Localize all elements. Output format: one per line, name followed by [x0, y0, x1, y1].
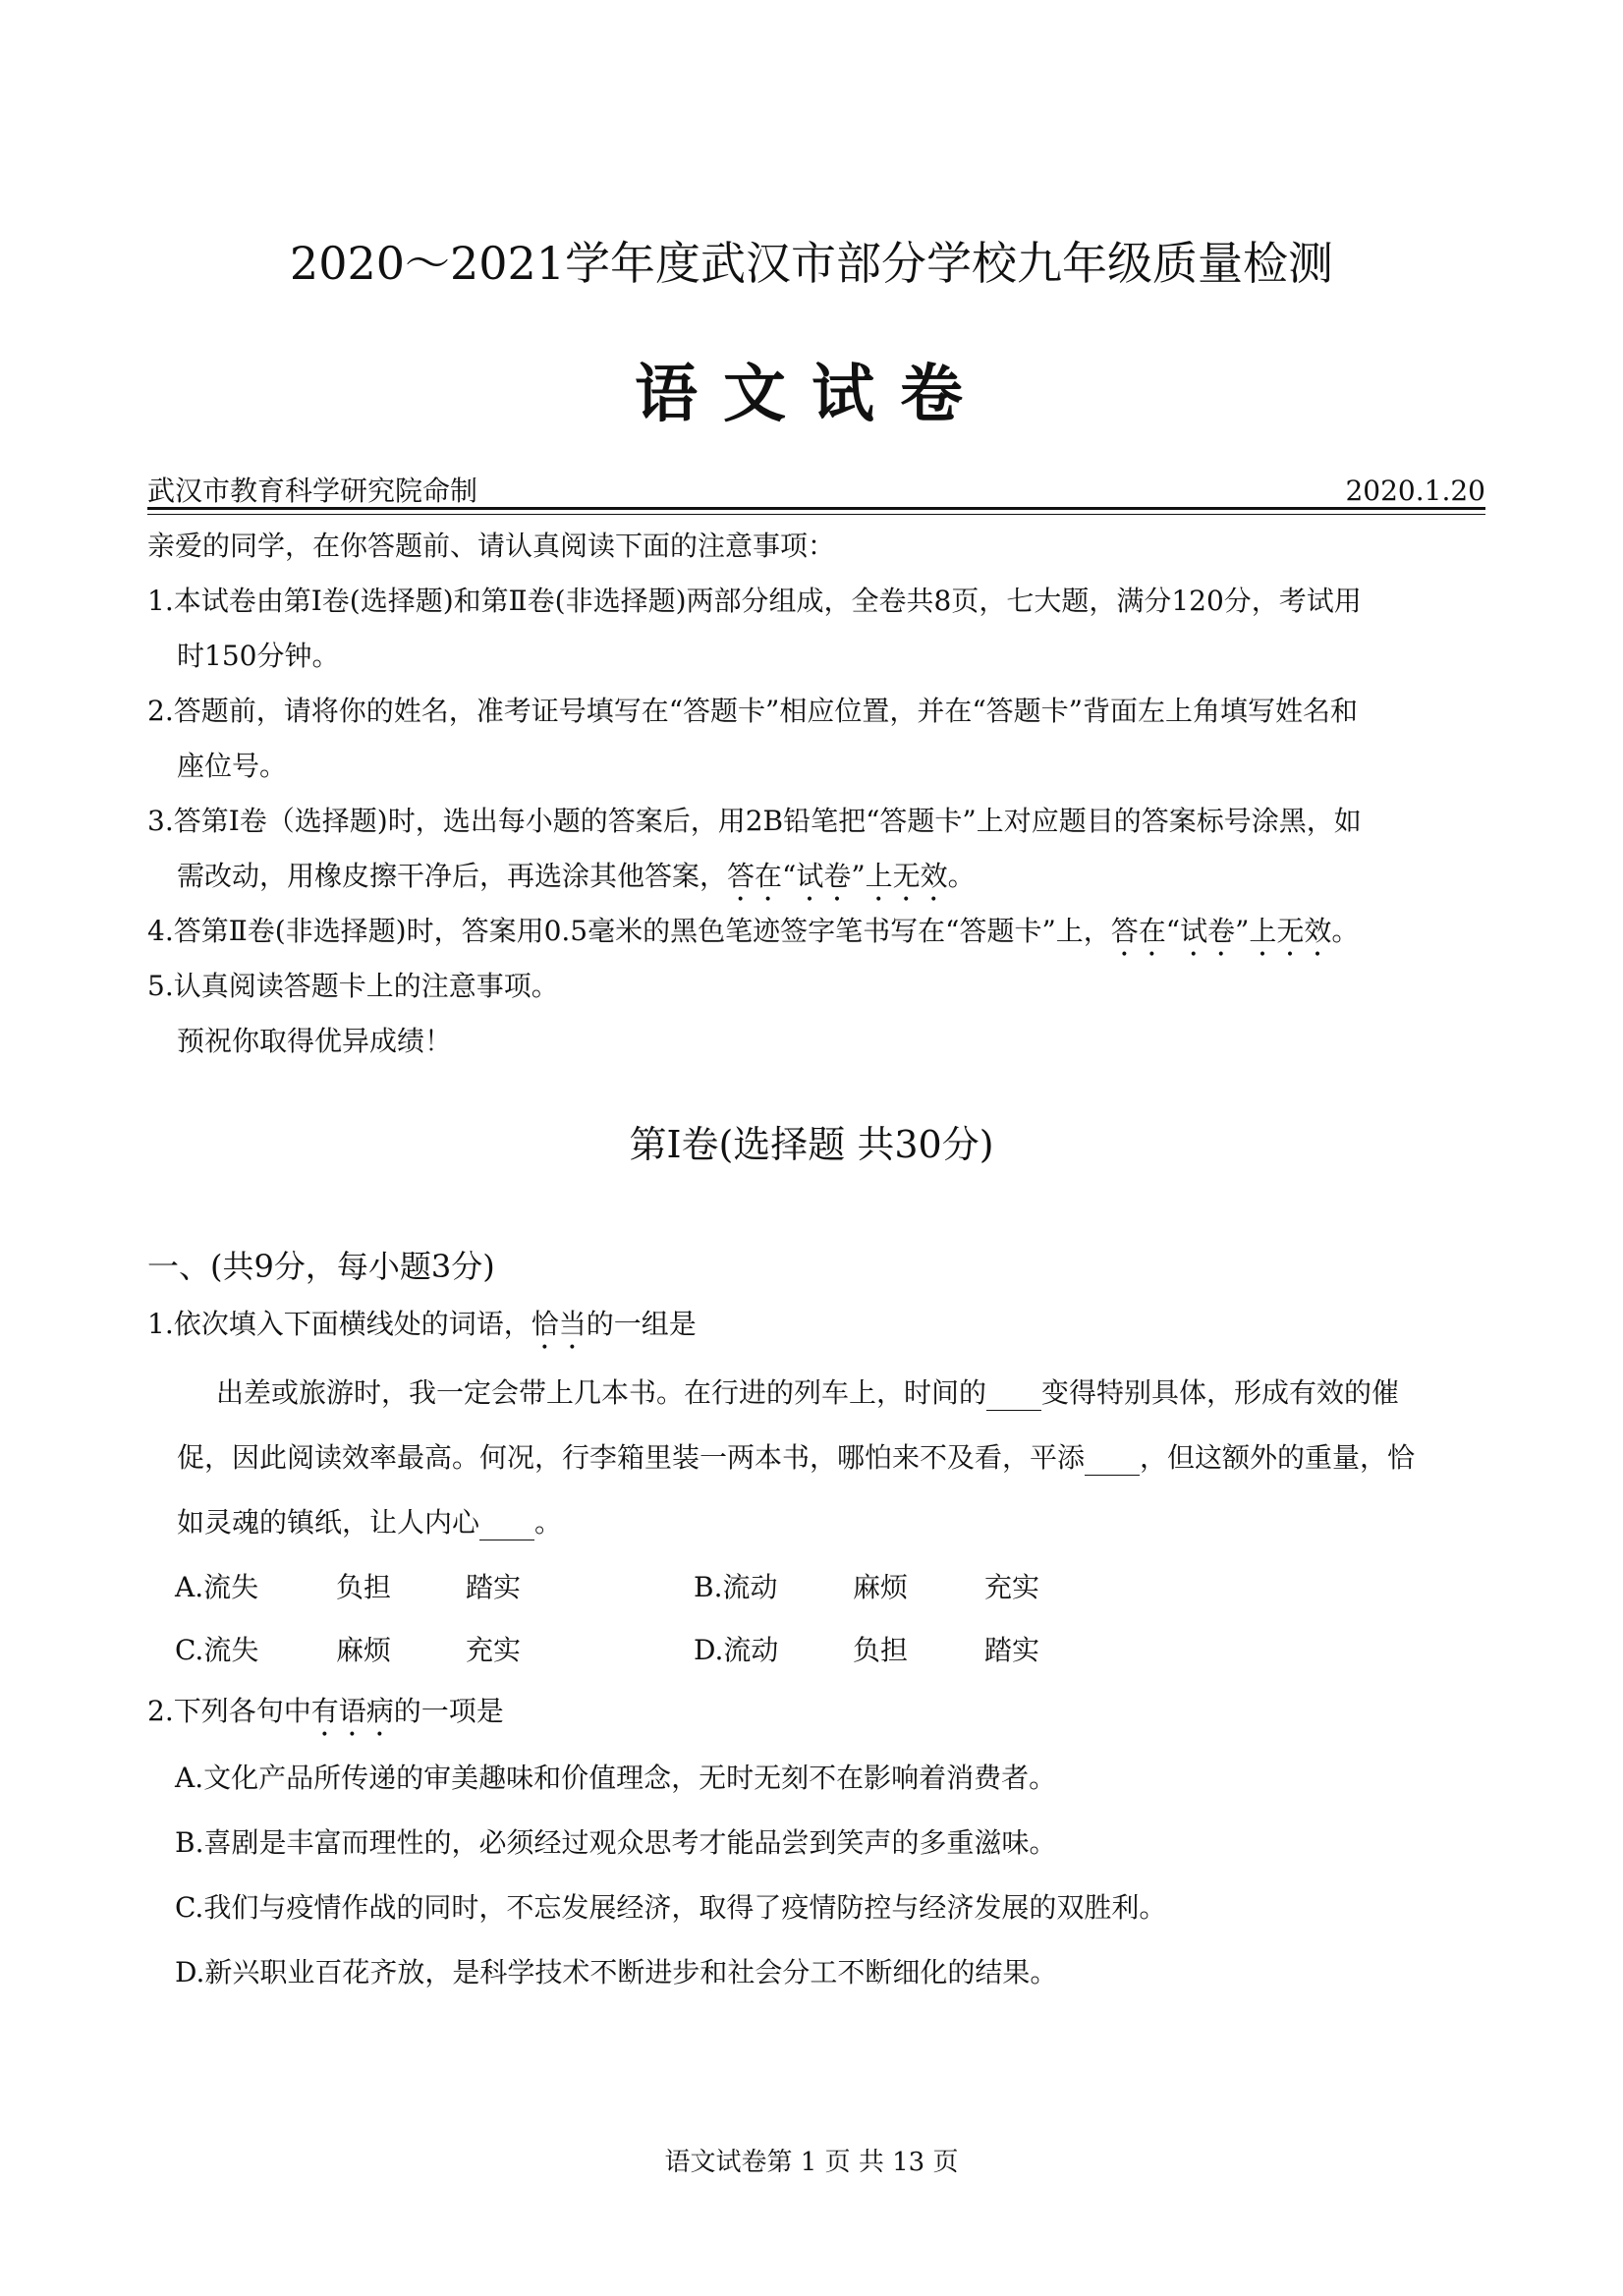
exam-title: 2020～2021学年度武汉市部分学校九年级质量检测 [289, 237, 1334, 290]
fill-blank [479, 1512, 534, 1540]
part-heading: 一、(共9分，每小题3分) [147, 1248, 495, 1285]
header-rule-thick [147, 507, 1485, 510]
question-1-passage-line-1: 出差或旅游时，我一定会带上几本书。在行进的列车上，时间的 变得特别具体，形成有效的催 [216, 1376, 1400, 1409]
notice-item-2: 2.答题前，请将你的姓名，准考证号填写在“答题卡”相应位置，并在“答题卡”背面左上角填写姓名和 [147, 695, 1358, 727]
subject-title: 语文试卷 [635, 358, 988, 431]
notice-intro: 亲爱的同学，在你答题前、请认真阅读下面的注意事项： [147, 530, 836, 562]
issuer: 武汉市教育科学研究院命制 [147, 475, 478, 507]
exam-date: 2020.1.20 [1345, 475, 1485, 507]
notice-item-3-cont: 需改动，用橡皮擦干净后，再选涂其他答案，答在“试卷”上无效。 [177, 860, 976, 892]
notice-wish: 预祝你取得优异成绩！ [177, 1025, 453, 1057]
question-1-passage-line-2: 促，因此阅读效率最高。何况，行李箱里装一两本书，哪怕来不及看，平添 ，但这额外的重量，恰 [177, 1441, 1416, 1474]
emphasis-text: 恰当 [531, 1308, 587, 1340]
question-2-option-c: C.我们与疫情作战的同时，不忘发展经济，取得了疫情防控与经济发展的双胜利。 [175, 1891, 1167, 1924]
notice-item-5: 5.认真阅读答题卡上的注意事项。 [147, 970, 559, 1002]
fill-blank [1085, 1447, 1140, 1476]
notice-item-1: 1.本试卷由第Ⅰ卷(选择题)和第Ⅱ卷(非选择题)两部分组成，全卷共8页，七大题，满分120分，考试用 [147, 585, 1362, 617]
question-2-option-b: B.喜剧是丰富而理性的，必须经过观众思考才能品尝到笑声的多重滋味。 [175, 1826, 1057, 1859]
fill-blank [986, 1382, 1041, 1411]
emphasis-text: 有语病 [310, 1695, 394, 1727]
notice-item-4: 4.答第Ⅱ卷(非选择题)时，答案用0.5毫米的黑色笔迹签字笔书写在“答题卡”上，答在“试卷”上无效。 [147, 915, 1360, 947]
question-2-option-d: D.新兴职业百花齐放，是科学技术不断进步和社会分工不断细化的结果。 [175, 1956, 1058, 1988]
header-rule-thin [147, 514, 1485, 515]
question-1-stem: 1.依次填入下面横线处的词语，恰当的一组是 [147, 1308, 697, 1340]
emphasis-text: 答在“试卷”上无效 [1110, 915, 1332, 947]
question-2-option-a: A.文化产品所传递的审美趣味和价值理念，无时无刻不在影响着消费者。 [175, 1762, 1057, 1794]
section-title: 第Ⅰ卷(选择题 共30分) [629, 1123, 994, 1166]
page-footer: 语文试卷第 1 页 共 13 页 [664, 2148, 959, 2177]
emphasis-text: 答在“试卷”上无效 [727, 860, 948, 892]
notice-item-1-cont: 时150分钟。 [177, 640, 340, 672]
question-2-stem: 2.下列各句中有语病的一项是 [147, 1695, 504, 1727]
notice-item-2-cont: 座位号。 [177, 750, 288, 782]
question-1-passage-line-3: 如灵魂的镇纸，让人内心 。 [177, 1506, 563, 1539]
notice-item-3: 3.答第Ⅰ卷（选择题)时，选出每小题的答案后，用2B铅笔把“答题卡”上对应题目的答案标号涂黑，如 [147, 805, 1362, 837]
